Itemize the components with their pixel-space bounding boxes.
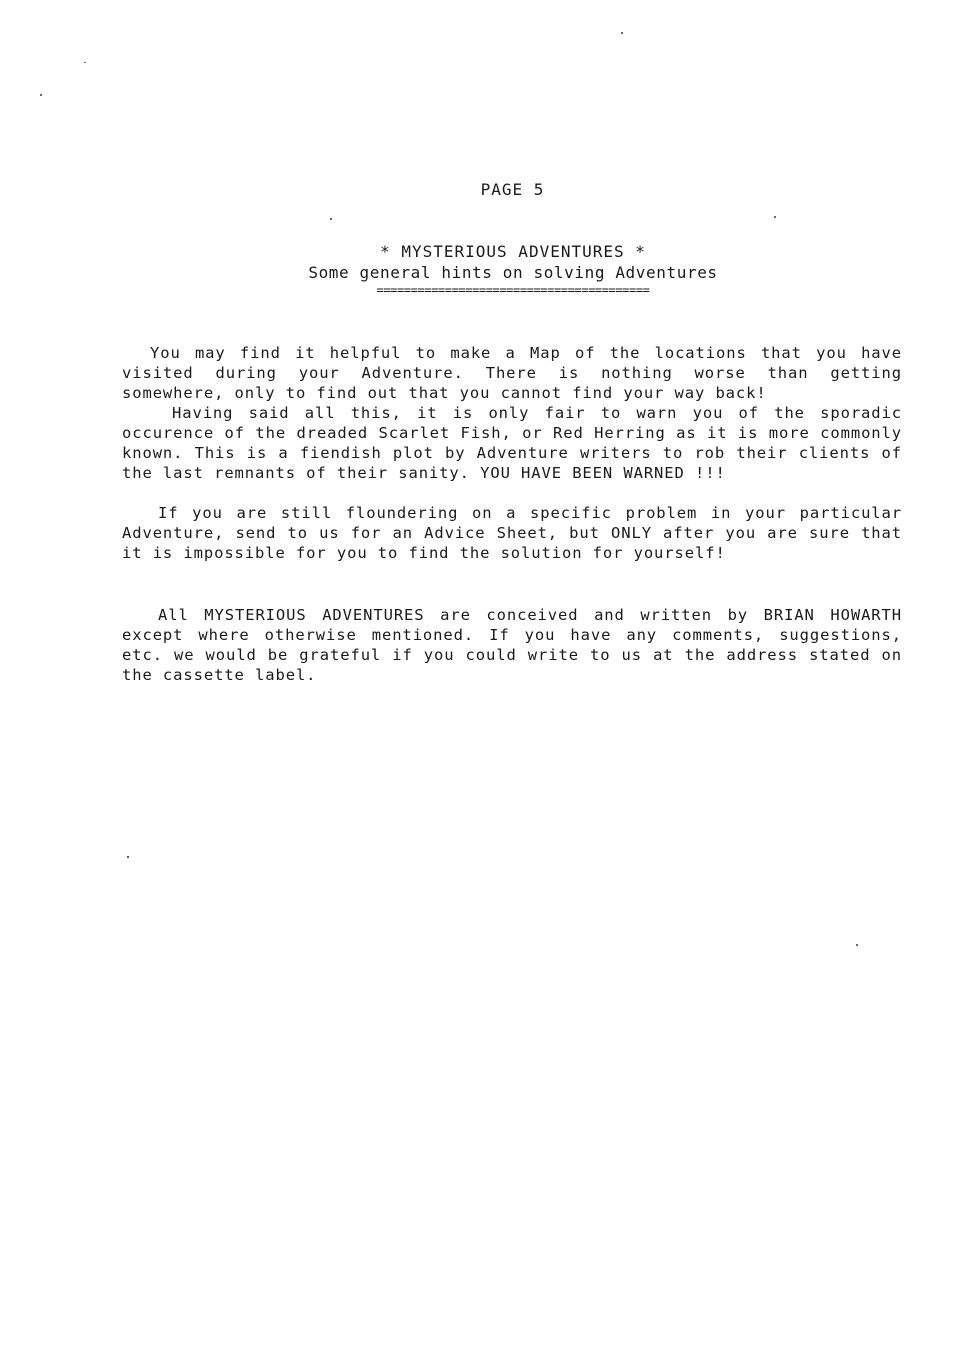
paragraph-red-herring: Having said all this, it is only fair to warn you of the sporadic occurence of the dreaded Scarlet Fish, or Red Herring as it is more commonly known. This is a fiendish plot by Adventure writers to rob their clients of the last remnants of their sanity. YOU HAVE BEEN WARNED !!! xyxy=(122,404,902,482)
paragraph-advice-sheet: If you are still floundering on a specific problem in your particular Adventure, send to us for an Advice Sheet, but ONLY after you are sure that it is impossible for you to find the solution for yourself! xyxy=(122,504,902,562)
page-number: PAGE 5 xyxy=(480,180,545,199)
document-subtitle: Some general hints on solving Adventures xyxy=(308,263,718,282)
title-underline: ======================================== xyxy=(376,283,650,297)
scan-speck xyxy=(856,944,858,946)
scan-speck xyxy=(127,856,129,858)
scan-speck xyxy=(40,94,42,96)
document-title: * MYSTERIOUS ADVENTURES * xyxy=(380,242,646,261)
scan-speck xyxy=(84,62,86,63)
paragraph-author-credit: All MYSTERIOUS ADVENTURES are conceived and written by BRIAN HOWARTH except where otherwise mentioned. If you have any comments, suggestions, etc. we would be grateful if you could write to us at the address stated on the cassette label. xyxy=(122,606,902,684)
scan-speck xyxy=(621,32,623,34)
scan-speck xyxy=(330,218,332,220)
document-body xyxy=(122,343,902,685)
scan-speck xyxy=(774,216,776,218)
paragraph-map-hint: You may find it helpful to make a Map of the locations that you have visited during your Adventure. There is nothing worse than getting somewhere, only to find out that you cannot find your way back! xyxy=(122,344,902,402)
document-header xyxy=(270,241,756,297)
